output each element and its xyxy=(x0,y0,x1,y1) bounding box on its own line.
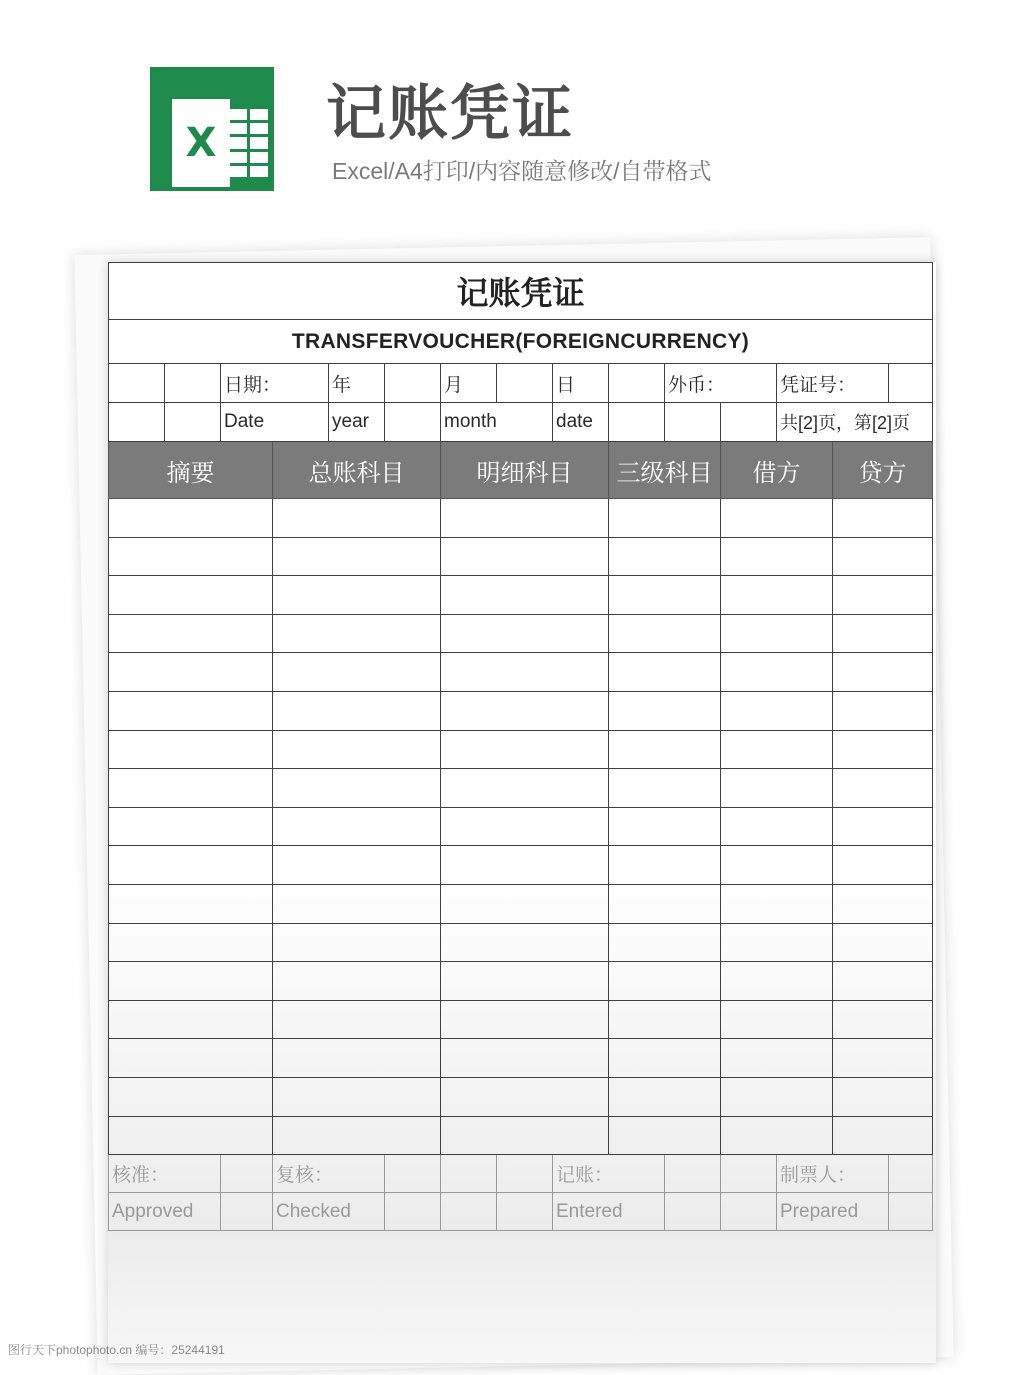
entry-cell-credit[interactable] xyxy=(833,1116,933,1155)
currency-label: 外币： xyxy=(665,364,777,403)
approve-label-en: Approved xyxy=(109,1193,221,1231)
entry-cell-detail-account[interactable] xyxy=(441,499,609,538)
table-row xyxy=(109,962,933,1001)
prepare-label: 制票人： xyxy=(777,1155,889,1193)
table-row xyxy=(109,807,933,846)
day-label: 日 xyxy=(553,364,609,403)
voucher-no-input-cell[interactable] xyxy=(889,364,933,403)
blank-cell[interactable] xyxy=(441,1155,497,1193)
entry-cell-detail-account[interactable] xyxy=(441,653,609,692)
entry-cell-detail-account[interactable] xyxy=(441,730,609,769)
entry-cell-general-ledger[interactable] xyxy=(273,730,441,769)
column-header-third-level: 三级科目 xyxy=(609,442,721,499)
entry-cell-credit[interactable] xyxy=(833,614,933,653)
approve-label: 核准： xyxy=(109,1155,221,1193)
entry-cell-credit[interactable] xyxy=(833,537,933,576)
entry-cell-credit[interactable] xyxy=(833,962,933,1001)
entry-cell-detail-account[interactable] xyxy=(441,1039,609,1078)
entry-cell-credit[interactable] xyxy=(833,576,933,615)
entry-cell-third-level[interactable] xyxy=(609,1039,721,1078)
blank-cell[interactable] xyxy=(385,403,441,442)
year-input-cell[interactable] xyxy=(385,364,441,403)
check-input-cell[interactable] xyxy=(385,1155,441,1193)
table-row xyxy=(109,576,933,615)
date-label-en: Date xyxy=(221,403,329,442)
entry-cell-general-ledger[interactable] xyxy=(273,499,441,538)
table-row xyxy=(109,1116,933,1155)
page-count: 共[2]页，第[2]页 xyxy=(777,403,933,442)
approve-input-cell[interactable] xyxy=(221,1155,273,1193)
entry-cell-detail-account[interactable] xyxy=(441,576,609,615)
blank-cell[interactable] xyxy=(665,403,721,442)
entry-cell-third-level[interactable] xyxy=(609,730,721,769)
entry-cell-general-ledger[interactable] xyxy=(273,1000,441,1039)
blank-cell[interactable] xyxy=(165,403,221,442)
info-row-cn xyxy=(109,364,933,403)
page-title: 记账凭证 xyxy=(326,80,574,147)
entry-cell-summary[interactable] xyxy=(109,1039,273,1078)
entry-cell-general-ledger[interactable] xyxy=(273,884,441,923)
entry-cell-summary[interactable] xyxy=(109,769,273,808)
column-header-debit: 借方 xyxy=(721,442,833,499)
month-label-en: month xyxy=(441,403,553,442)
entry-cell-third-level[interactable] xyxy=(609,1077,721,1116)
entry-cell-third-level[interactable] xyxy=(609,807,721,846)
entry-cell-credit[interactable] xyxy=(833,1077,933,1116)
entry-cell-third-level[interactable] xyxy=(609,537,721,576)
entry-cell-debit[interactable] xyxy=(721,1039,833,1078)
entry-cell-general-ledger[interactable] xyxy=(273,691,441,730)
entry-cell-general-ledger[interactable] xyxy=(273,807,441,846)
year-label-en: year xyxy=(329,403,385,442)
entry-cell-summary[interactable] xyxy=(109,691,273,730)
prepare-label-en: Prepared xyxy=(777,1193,889,1231)
entry-cell-credit[interactable] xyxy=(833,499,933,538)
entry-cell-third-level[interactable] xyxy=(609,614,721,653)
entry-cell-debit[interactable] xyxy=(721,499,833,538)
entry-cell-debit[interactable] xyxy=(721,769,833,808)
year-label: 年 xyxy=(329,364,385,403)
entry-cell-general-ledger[interactable] xyxy=(273,614,441,653)
entry-cell-credit[interactable] xyxy=(833,691,933,730)
info-row-en xyxy=(109,403,933,442)
entry-cell-general-ledger[interactable] xyxy=(273,846,441,885)
blank-cell[interactable] xyxy=(721,1155,777,1193)
entry-cell-summary[interactable] xyxy=(109,923,273,962)
entry-cell-debit[interactable] xyxy=(721,1000,833,1039)
entry-cell-debit[interactable] xyxy=(721,923,833,962)
entry-cell-debit[interactable] xyxy=(721,614,833,653)
entry-cell-summary[interactable] xyxy=(109,962,273,1001)
entry-cell-detail-account[interactable] xyxy=(441,691,609,730)
blank-cell[interactable] xyxy=(109,364,165,403)
voucher-table xyxy=(108,262,933,1231)
entry-cell-third-level[interactable] xyxy=(609,1000,721,1039)
blank-cell[interactable] xyxy=(109,403,165,442)
entry-cell-summary[interactable] xyxy=(109,653,273,692)
entry-cell-detail-account[interactable] xyxy=(441,884,609,923)
blank-cell[interactable] xyxy=(609,403,665,442)
watermark-text: 图行天下photophoto.cn 编号：25244191 xyxy=(8,1343,225,1357)
entry-label: 记账： xyxy=(553,1155,665,1193)
entry-cell-summary[interactable] xyxy=(109,846,273,885)
prepare-input-cell[interactable] xyxy=(889,1155,933,1193)
day-label-en: date xyxy=(553,403,609,442)
entry-cell-credit[interactable] xyxy=(833,923,933,962)
blank-cell[interactable] xyxy=(497,1155,553,1193)
page-subtitle: Excel/A4打印/内容随意修改/自带格式 xyxy=(332,158,712,184)
month-label: 月 xyxy=(441,364,497,403)
check-label-en: Checked xyxy=(273,1193,385,1231)
entry-cell-detail-account[interactable] xyxy=(441,807,609,846)
entry-cell-credit[interactable] xyxy=(833,807,933,846)
entry-cell-summary[interactable] xyxy=(109,1000,273,1039)
sign-row-en xyxy=(109,1193,933,1231)
logo-x-letter: X xyxy=(172,99,230,187)
entry-cell-summary[interactable] xyxy=(109,730,273,769)
entry-cell-debit[interactable] xyxy=(721,537,833,576)
entry-cell-third-level[interactable] xyxy=(609,923,721,962)
entry-cell-general-ledger[interactable] xyxy=(273,576,441,615)
entry-cell-detail-account[interactable] xyxy=(441,1116,609,1155)
month-input-cell[interactable] xyxy=(497,364,553,403)
entry-cell-detail-account[interactable] xyxy=(441,537,609,576)
blank-cell[interactable] xyxy=(889,1193,933,1231)
table-row xyxy=(109,1000,933,1039)
entry-cell-debit[interactable] xyxy=(721,846,833,885)
excel-logo xyxy=(150,67,274,191)
column-header-detail-account: 明细科目 xyxy=(441,442,609,499)
table-row xyxy=(109,846,933,885)
table-row xyxy=(109,1039,933,1078)
entry-cell-detail-account[interactable] xyxy=(441,614,609,653)
entry-cell-third-level[interactable] xyxy=(609,653,721,692)
blank-cell[interactable] xyxy=(721,1193,777,1231)
entry-cell-detail-account[interactable] xyxy=(441,1000,609,1039)
blank-cell[interactable] xyxy=(165,364,221,403)
table-row xyxy=(109,691,933,730)
entry-label-en: Entered xyxy=(553,1193,665,1231)
logo-grid xyxy=(228,109,268,177)
entry-cell-general-ledger[interactable] xyxy=(273,537,441,576)
entry-cell-debit[interactable] xyxy=(721,576,833,615)
blank-cell[interactable] xyxy=(221,1193,273,1231)
table-row xyxy=(109,730,933,769)
entry-cell-third-level[interactable] xyxy=(609,769,721,808)
entry-cell-third-level[interactable] xyxy=(609,846,721,885)
entry-cell-summary[interactable] xyxy=(109,1116,273,1155)
excel-icon xyxy=(158,81,262,177)
entry-cell-general-ledger[interactable] xyxy=(273,653,441,692)
entry-cell-third-level[interactable] xyxy=(609,1116,721,1155)
blank-cell[interactable] xyxy=(441,1193,497,1231)
entry-cell-summary[interactable] xyxy=(109,614,273,653)
blank-cell[interactable] xyxy=(665,1193,721,1231)
entry-cell-third-level[interactable] xyxy=(609,691,721,730)
blank-cell[interactable] xyxy=(497,1193,553,1231)
entry-cell-detail-account[interactable] xyxy=(441,962,609,1001)
entry-cell-summary[interactable] xyxy=(109,1077,273,1116)
column-header-summary: 摘要 xyxy=(109,442,273,499)
entry-cell-credit[interactable] xyxy=(833,769,933,808)
entry-cell-debit[interactable] xyxy=(721,807,833,846)
date-label: 日期： xyxy=(221,364,329,403)
entry-cell-detail-account[interactable] xyxy=(441,769,609,808)
entry-cell-summary[interactable] xyxy=(109,537,273,576)
table-row xyxy=(109,499,933,538)
entry-input-cell[interactable] xyxy=(665,1155,721,1193)
column-header-general-ledger: 总账科目 xyxy=(273,442,441,499)
entry-cell-credit[interactable] xyxy=(833,1039,933,1078)
voucher-subtitle: TRANSFERVOUCHER(FOREIGNCURRENCY) xyxy=(109,320,933,364)
entry-cell-summary[interactable] xyxy=(109,884,273,923)
column-header-row xyxy=(109,442,933,499)
entry-cell-general-ledger[interactable] xyxy=(273,1116,441,1155)
entry-cell-third-level[interactable] xyxy=(609,962,721,1001)
voucher-sheet xyxy=(108,262,936,1363)
entry-cell-third-level[interactable] xyxy=(609,499,721,538)
table-row xyxy=(109,769,933,808)
table-row xyxy=(109,923,933,962)
entry-cell-general-ledger[interactable] xyxy=(273,1077,441,1116)
sign-row-cn xyxy=(109,1155,933,1193)
column-header-credit: 贷方 xyxy=(833,442,933,499)
table-row xyxy=(109,614,933,653)
blank-cell[interactable] xyxy=(385,1193,441,1231)
entry-cell-debit[interactable] xyxy=(721,962,833,1001)
entry-cell-credit[interactable] xyxy=(833,846,933,885)
entry-cell-general-ledger[interactable] xyxy=(273,962,441,1001)
entry-cell-credit[interactable] xyxy=(833,884,933,923)
blank-cell[interactable] xyxy=(721,403,777,442)
entry-cell-general-ledger[interactable] xyxy=(273,769,441,808)
entry-cell-credit[interactable] xyxy=(833,653,933,692)
entry-cell-third-level[interactable] xyxy=(609,884,721,923)
voucher-subtitle-row xyxy=(109,320,933,364)
voucher-title-row xyxy=(109,263,933,320)
voucher-no-label: 凭证号： xyxy=(777,364,889,403)
entry-cell-debit[interactable] xyxy=(721,1077,833,1116)
entry-cell-detail-account[interactable] xyxy=(441,923,609,962)
check-label: 复核： xyxy=(273,1155,385,1193)
entry-cell-debit[interactable] xyxy=(721,653,833,692)
entry-cell-summary[interactable] xyxy=(109,807,273,846)
entry-cell-debit[interactable] xyxy=(721,730,833,769)
entry-cell-third-level[interactable] xyxy=(609,576,721,615)
entry-cell-summary[interactable] xyxy=(109,576,273,615)
entry-cell-general-ledger[interactable] xyxy=(273,1039,441,1078)
entry-cell-debit[interactable] xyxy=(721,884,833,923)
voucher-title: 记账凭证 xyxy=(109,263,933,320)
entry-cell-general-ledger[interactable] xyxy=(273,923,441,962)
entry-cell-summary[interactable] xyxy=(109,499,273,538)
entry-cell-detail-account[interactable] xyxy=(441,1077,609,1116)
table-row xyxy=(109,537,933,576)
table-row xyxy=(109,884,933,923)
day-input-cell[interactable] xyxy=(609,364,665,403)
entry-cell-detail-account[interactable] xyxy=(441,846,609,885)
entry-cell-debit[interactable] xyxy=(721,691,833,730)
entry-cell-credit[interactable] xyxy=(833,1000,933,1039)
table-row xyxy=(109,653,933,692)
entry-cell-credit[interactable] xyxy=(833,730,933,769)
entry-cell-debit[interactable] xyxy=(721,1116,833,1155)
table-row xyxy=(109,1077,933,1116)
